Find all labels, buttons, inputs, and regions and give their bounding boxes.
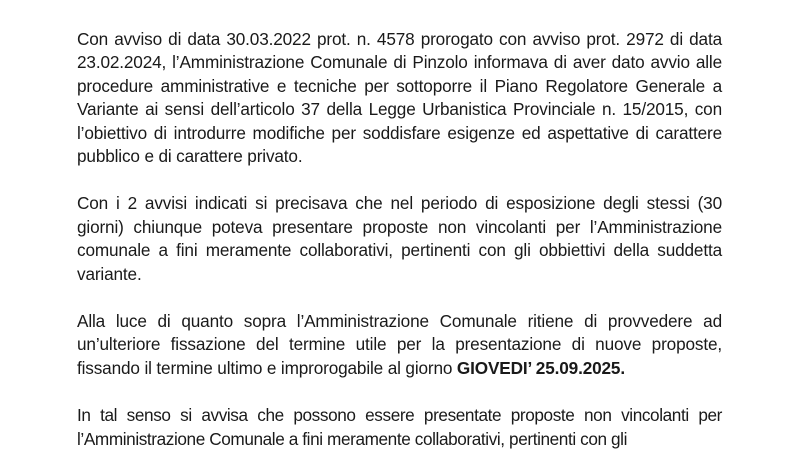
deadline-date: GIOVEDI’ 25.09.2025. bbox=[456, 357, 625, 378]
document-body bbox=[77, 28, 722, 475]
paragraph-proposals-period: Con i 2 avvisi indicati si precisava che nel periodo di esposizione degli stessi (30 giorni) chiunque poteva presentare proposte non vincolanti per l’Amministrazione comunale a fini meramente collaborativi, pertinenti con gli obbiettivi della suddetta variante. bbox=[77, 193, 722, 284]
paragraph-new-deadline bbox=[77, 310, 722, 380]
paragraph-notice-history: Con avviso di data 30.03.2022 prot. n. 4578 prorogato con avviso prot. 2972 di data 23.02.2024, l’Amministrazione Comunale di Pinzolo informava di aver dato avvio alle procedure amministrative e tecniche per sottoporre il Piano Regolatore Generale a Variante ai sensi dell’articolo 37 della Legge Urbanistica Provinciale n. 15/2015, con l’obiettivo di introdurre modifiche per soddisfare esigenze ed aspettative di carattere pubblico e di carattere privato. bbox=[77, 29, 722, 167]
paragraph-submission-notice: In tal senso si avvisa che possono essere presentate proposte non vincolanti per l’Amministrazione Comunale a fini meramente collaborativi, pertinenti con gli bbox=[77, 405, 722, 449]
deadline-intro-text: Alla luce di quanto sopra l’Amministrazione Comunale ritiene di provvedere ad un’ulteriore fissazione del termine utile per la presentazione di nuove proposte, fissando il termine ultimo e improrogabile al giorno bbox=[77, 311, 722, 378]
